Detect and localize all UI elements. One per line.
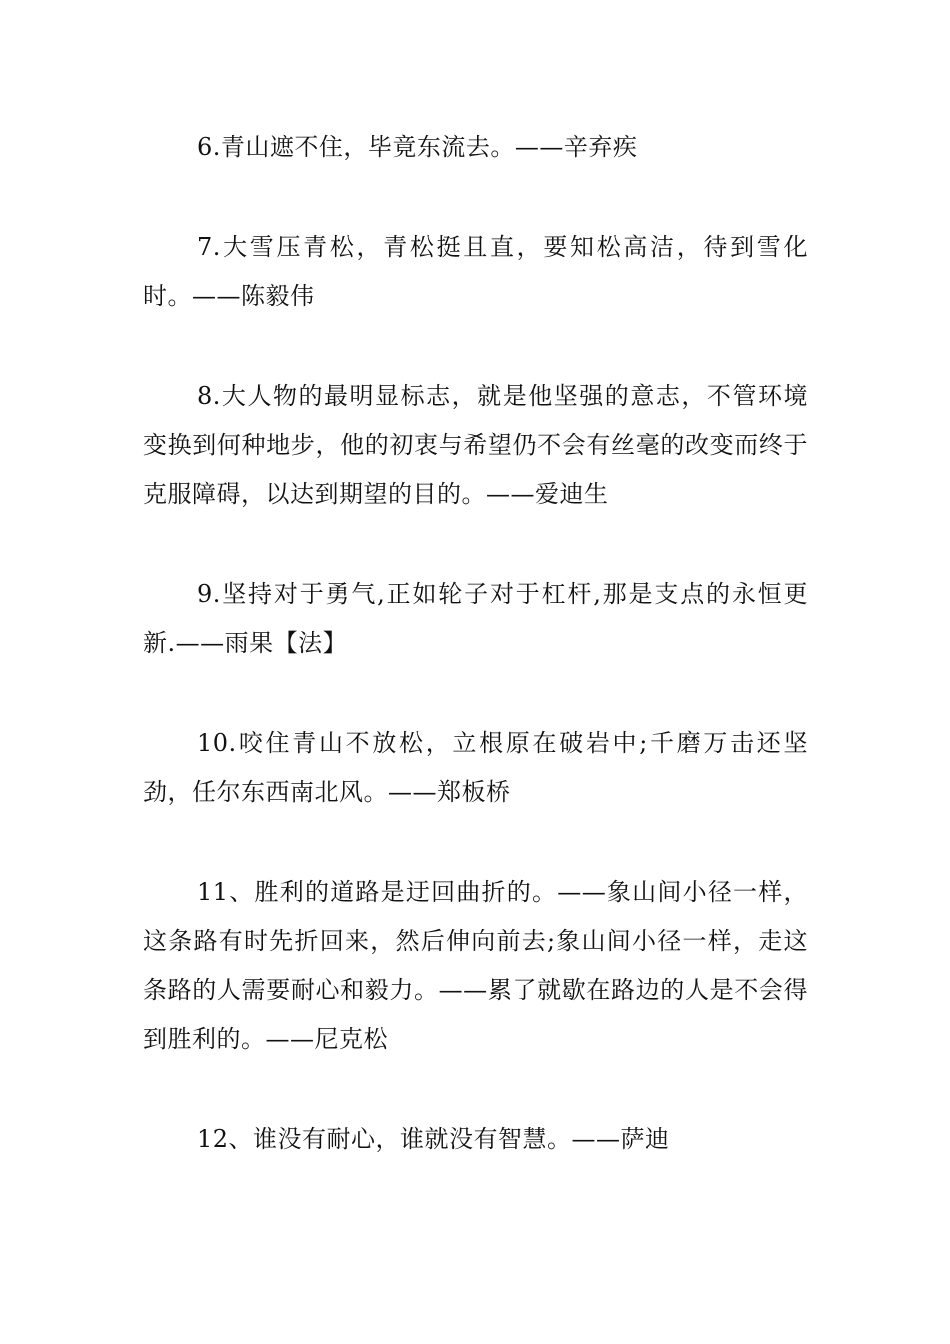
quote-paragraph-8: 8.大人物的最明显标志，就是他坚强的意志，不管环境变换到何种地步，他的初衷与希望仍不会有丝毫的改变而终于克服障碍，以达到期望的目的。——爱迪生 [143, 382, 808, 508]
quote-paragraph-10: 10.咬住青山不放松，立根原在破岩中;千磨万击还坚劲，任尔东西南北风。——郑板桥 [143, 729, 808, 806]
quote-list [143, 123, 808, 1215]
quote-paragraph-9: 9.坚持对于勇气,正如轮子对于杠杆,那是支点的永恒更新.——雨果【法】 [143, 580, 808, 657]
quote-paragraph-12: 12、谁没有耐心，谁就没有智慧。——萨迪 [197, 1125, 670, 1153]
quote-paragraph-11: 11、胜利的道路是迂回曲折的。——象山间小径一样，这条路有时先折回来，然后伸向前去;象山间小径一样，走这条路的人需要耐心和毅力。——累了就歇在路边的人是不会得到胜利的。——尼克松 [143, 878, 808, 1053]
quote-paragraph-7: 7.大雪压青松，青松挺且直，要知松高洁，待到雪化时。——陈毅伟 [143, 233, 808, 310]
quote-paragraph-6: 6.青山遮不住，毕竟东流去。——辛弃疾 [197, 133, 638, 161]
